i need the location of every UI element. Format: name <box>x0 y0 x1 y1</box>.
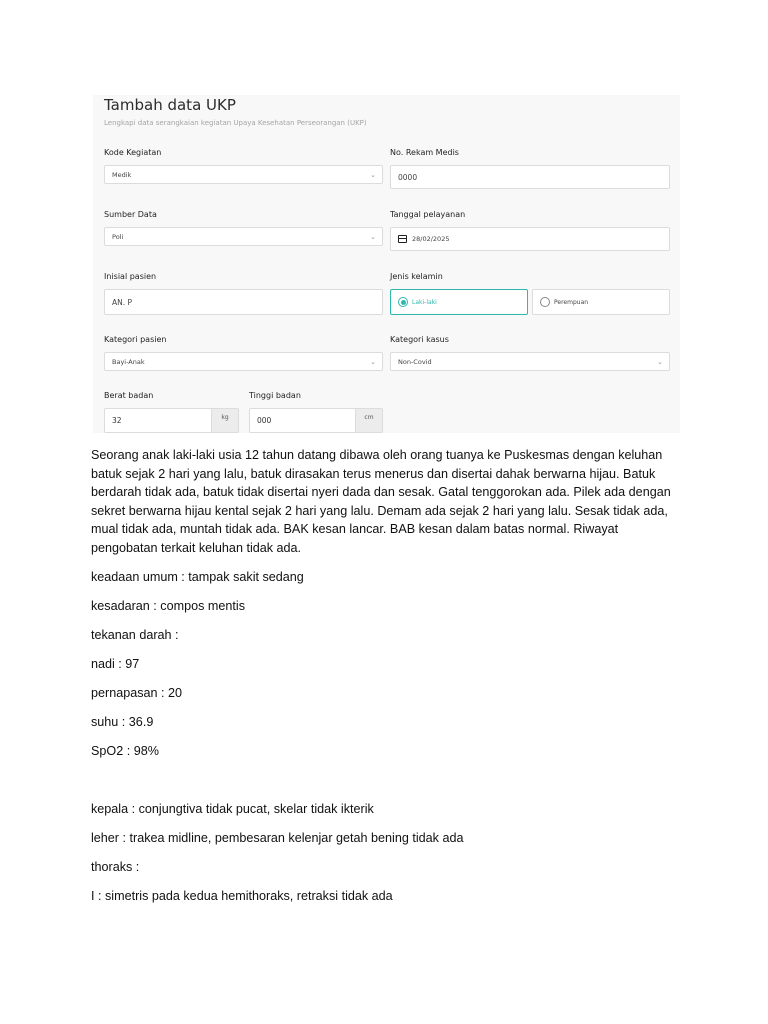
sumber-data-label: Sumber Data <box>104 210 157 219</box>
form-subtitle: Lengkapi data serangkaian kegiatan Upaya Kesehatan Perseorangan (UKP) <box>104 119 367 127</box>
tinggi-badan-value: 000 <box>257 416 272 425</box>
kategori-pasien-label: Kategori pasien <box>104 335 167 344</box>
kategori-pasien-value: Bayi-Anak <box>112 357 145 366</box>
jenis-kelamin-label: Jenis kelamin <box>390 272 443 281</box>
berat-badan-label: Berat badan <box>104 391 154 400</box>
tinggi-badan-unit: cm <box>355 409 382 432</box>
tanggal-pelayanan-input[interactable] <box>390 227 670 251</box>
document-line: SpO2 : 98% <box>91 744 159 758</box>
tinggi-badan-input[interactable] <box>249 408 383 433</box>
kategori-kasus-select[interactable] <box>390 352 670 371</box>
document-line: suhu : 36.9 <box>91 715 154 729</box>
kode-kegiatan-select[interactable] <box>104 165 383 184</box>
radio-laki-laki-label: Laki-laki <box>412 298 437 306</box>
document-line: thoraks : <box>91 860 140 874</box>
document-line: kepala : conjungtiva tidak pucat, skelar tidak ikterik <box>91 802 374 816</box>
document-line: pernapasan : 20 <box>91 686 183 700</box>
radio-perempuan-label: Perempuan <box>554 298 589 306</box>
sumber-data-value: Poli <box>112 232 124 241</box>
case-paragraph: Seorang anak laki-laki usia 12 tahun datang dibawa oleh orang tuanya ke Puskesmas dengan keluhan batuk sejak 2 hari yang lalu, batuk dirasakan terus menerus dan disertai dahak berwarna hijau. Batuk berdarah tidak ada, batuk tidak disertai nyeri dada dan sesak. Gatal tenggorokan ada. Pilek ada dengan sekret berwarna hijau kental sejak 2 hari yang lalu. Demam ada sejak 2 hari yang lalu. Sesak tidak ada, mual tidak ada, muntah tidak ada. BAK kesan lancar. BAB kesan dalam batas normal. Riwayat pengobatan terkait keluhan tidak ada. <box>91 448 671 555</box>
kode-kegiatan-value: Medik <box>112 170 132 179</box>
document-line: I : simetris pada kedua hemithoraks, retraksi tidak ada <box>91 889 393 903</box>
no-rekam-medis-label: No. Rekam Medis <box>390 148 459 157</box>
no-rekam-medis-value: 0000 <box>398 172 418 182</box>
tanggal-pelayanan-value: 28/02/2025 <box>412 235 450 243</box>
radio-perempuan[interactable] <box>532 289 670 315</box>
ukp-form-card <box>93 95 680 433</box>
chevron-down-icon: ⌄ <box>370 357 376 366</box>
kategori-kasus-label: Kategori kasus <box>390 335 449 344</box>
kategori-kasus-value: Non-Covid <box>398 357 432 366</box>
inisial-pasien-value: AN. P <box>112 297 133 307</box>
form-title: Tambah data UKP <box>104 96 236 114</box>
kategori-pasien-select[interactable] <box>104 352 383 371</box>
radio-unselected-icon <box>540 297 550 307</box>
document-line: nadi : 97 <box>91 657 140 671</box>
tinggi-badan-label: Tinggi badan <box>249 391 301 400</box>
no-rekam-medis-input[interactable] <box>390 165 670 189</box>
berat-badan-input[interactable] <box>104 408 239 433</box>
document-line: leher : trakea midline, pembesaran kelenjar getah bening tidak ada <box>91 831 464 845</box>
kode-kegiatan-label: Kode Kegiatan <box>104 148 162 157</box>
sumber-data-select[interactable] <box>104 227 383 246</box>
inisial-pasien-label: Inisial pasien <box>104 272 157 281</box>
radio-selected-icon <box>398 297 408 307</box>
calendar-icon <box>398 235 407 243</box>
document-line: keadaan umum : tampak sakit sedang <box>91 570 304 584</box>
chevron-down-icon: ⌄ <box>657 357 663 366</box>
document-line: tekanan darah : <box>91 628 179 642</box>
chevron-down-icon: ⌄ <box>370 170 376 179</box>
chevron-down-icon: ⌄ <box>370 232 376 241</box>
radio-laki-laki[interactable] <box>390 289 528 315</box>
document-line: kesadaran : compos mentis <box>91 599 245 613</box>
inisial-pasien-input[interactable] <box>104 289 383 315</box>
tanggal-pelayanan-label: Tanggal pelayanan <box>390 210 466 219</box>
berat-badan-value: 32 <box>112 416 122 425</box>
berat-badan-unit: kg <box>211 409 238 432</box>
